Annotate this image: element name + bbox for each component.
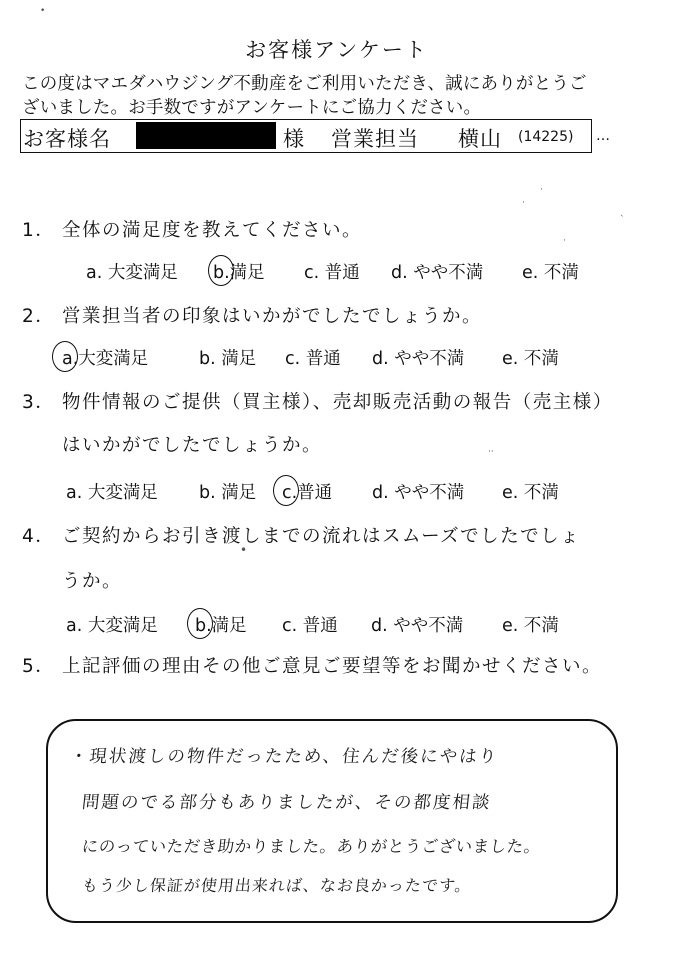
customer-name-suffix: 様 (283, 127, 305, 151)
scan-speck: · (563, 236, 566, 246)
q4-option-b[interactable]: b.満足 (195, 616, 247, 636)
q1-selected-circle (208, 255, 234, 286)
q4-option-d[interactable]: d. やや不満 (371, 616, 464, 636)
q4-option-c[interactable]: c. 普通 (282, 616, 338, 636)
q2-option-a[interactable]: a.大変満足 (62, 349, 149, 369)
question-number: 2． (22, 306, 56, 327)
question-3 (22, 388, 613, 414)
q2-selected-circle (52, 341, 78, 372)
question-text: 上記評価の理由その他ご意見ご要望等をお聞かせください。 (62, 656, 603, 677)
question-text: ご契約からお引き渡しまでの流れはスムーズでしたでしょ (62, 526, 581, 547)
q2-option-b[interactable]: b. 満足 (199, 349, 257, 369)
scan-speck: · (540, 185, 543, 195)
q3-option-b[interactable]: b. 満足 (199, 483, 257, 503)
q3-option-e[interactable]: e. 不満 (502, 483, 559, 503)
question-number: 1． (22, 220, 56, 241)
scan-speck: • (240, 543, 248, 557)
q4-selected-circle (187, 608, 213, 639)
question-2 (22, 302, 482, 328)
q1-option-e[interactable]: e. 不満 (522, 263, 579, 283)
q2-option-d[interactable]: d. やや不満 (372, 349, 465, 369)
question-5 (22, 652, 602, 678)
question-number: 5． (22, 656, 56, 677)
scan-speck: • (40, 6, 46, 16)
q1-option-b[interactable]: b.満足 (213, 263, 265, 283)
staff-name: 横山 (458, 127, 502, 151)
scan-speck: ˋ (620, 215, 625, 225)
question-1 (22, 216, 362, 242)
comment-line-4: もう少し保証が使用出来れば、なお良かったです。 (80, 876, 473, 895)
comment-line-2: 問題のでる部分もありましたが、その都度相談 (80, 793, 493, 813)
q1-option-a[interactable]: a. 大変満足 (86, 263, 178, 283)
trailing-dots: … (596, 128, 610, 144)
comment-line-3: にのっていただき助かりました。ありがとうございました。 (80, 837, 542, 856)
customer-name-label: お客様名 (23, 127, 111, 151)
question-4 (22, 522, 580, 548)
comment-line-1: ・現状渡しの物件だったため、住んだ後にやはり (68, 747, 500, 767)
q1-option-d[interactable]: d. やや不満 (391, 263, 484, 283)
question-text: 営業担当者の印象はいかがでしたでしょうか。 (62, 306, 483, 327)
staff-label: 営業担当 (331, 127, 419, 151)
intro-line-1: この度はマエダハウジング不動産をご利用いただき、誠にありがとうご (22, 74, 587, 94)
question-text: 全体の満足度を教えてください。 (62, 220, 363, 241)
question-4-continued: うか。 (62, 571, 123, 592)
q4-option-a[interactable]: a. 大変満足 (66, 616, 158, 636)
page-title: お客様アンケート (245, 38, 428, 62)
q3-option-c[interactable]: c.普通 (282, 483, 333, 503)
q3-option-d[interactable]: d. やや不満 (372, 483, 465, 503)
question-text: 物件情報のご提供（買主様）、売却販売活動の報告（売主様） (62, 392, 613, 413)
q3-option-a[interactable]: a. 大変満足 (66, 483, 158, 503)
redacted-customer-name (136, 122, 276, 149)
scan-speck: · (522, 198, 525, 208)
scan-speck: ·· (488, 447, 494, 457)
comment-box (46, 719, 618, 923)
q3-selected-circle (273, 475, 299, 506)
question-number: 3． (22, 392, 56, 413)
q1-option-c[interactable]: c. 普通 (304, 263, 360, 283)
q2-option-e[interactable]: e. 不満 (502, 349, 559, 369)
customer-info-box (20, 119, 592, 153)
question-number: 4． (22, 526, 56, 547)
intro-line-2: ざいました。お手数ですがアンケートにご協力ください。 (22, 98, 482, 118)
q2-option-c[interactable]: c. 普通 (285, 349, 341, 369)
staff-code: (14225) (518, 129, 574, 145)
q4-option-e[interactable]: e. 不満 (502, 616, 559, 636)
question-3-continued: はいかがでしたでしょうか。 (62, 435, 323, 456)
